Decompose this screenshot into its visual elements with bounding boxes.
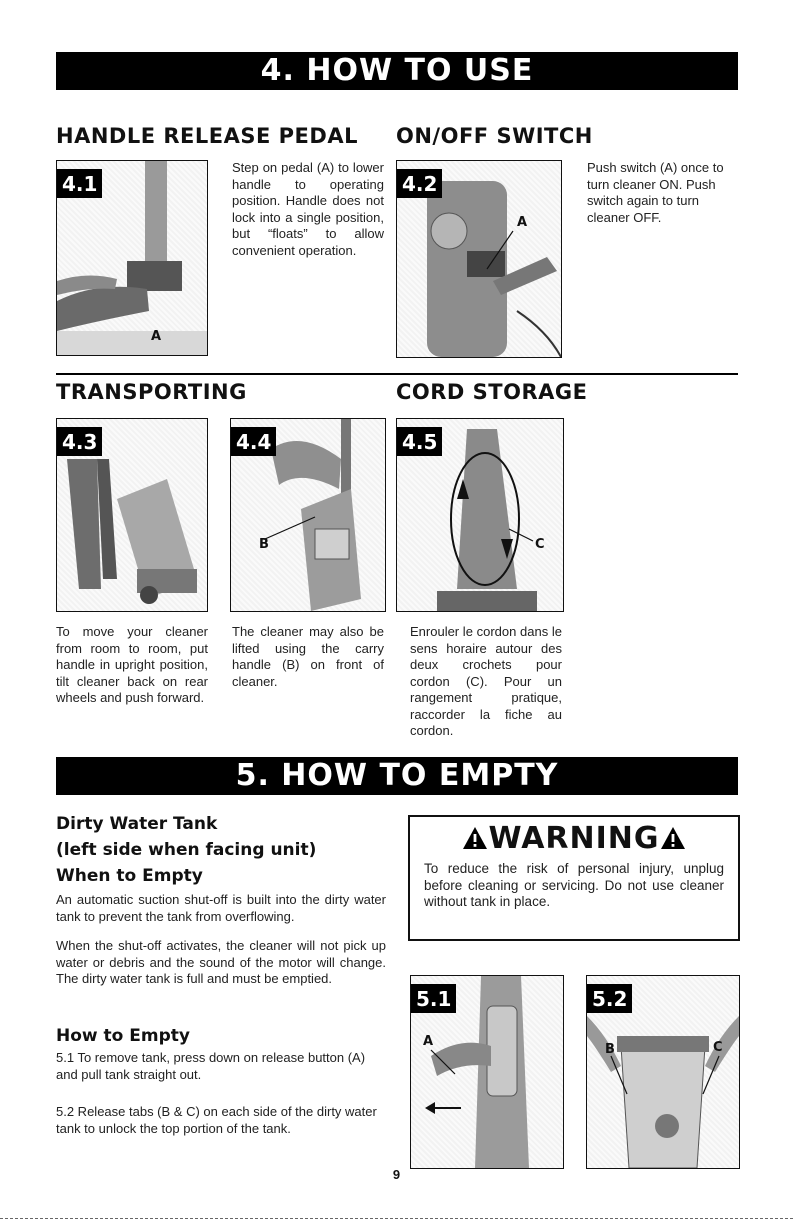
warning-box bbox=[408, 815, 740, 941]
section-banner-how-to-use: 4. HOW TO USE bbox=[56, 52, 738, 90]
when-to-empty-para1: An automatic suction shut-off is built into the dirty water tank to prevent the tank from overflowing. bbox=[56, 892, 386, 924]
figure-4-1-pedal bbox=[56, 160, 208, 356]
bottom-edge-line bbox=[0, 1218, 793, 1219]
section-divider bbox=[56, 373, 738, 375]
figure-label: 5.1 bbox=[411, 984, 456, 1013]
heading-transporting: TRANSPORTING bbox=[56, 380, 247, 404]
figure-label: 4.3 bbox=[57, 427, 102, 456]
handle-release-text: Step on pedal (A) to lower handle to operating position. Handle does not lock into a single position, but “floats” to allow convenient operation. bbox=[232, 160, 384, 258]
carry-handle-text: The cleaner may also be lifted using the carry handle (B) on front of cleaner. bbox=[232, 624, 384, 689]
warning-title bbox=[410, 821, 738, 856]
figure-label: 4.1 bbox=[57, 169, 102, 198]
page-number: 9 bbox=[392, 1167, 401, 1182]
callout-c: C bbox=[713, 1040, 723, 1055]
warning-triangle-icon bbox=[462, 826, 488, 850]
heading-how-to-empty: How to Empty bbox=[56, 1026, 190, 1046]
cord-storage-text: Enrouler le cordon dans le sens horaire autour des deux crochets pour cordon (C). Pour un rangement pratique, raccorder la fiche au cordon. bbox=[410, 624, 562, 738]
transporting-text: To move your cleaner from room to room, put handle in upright position, tilt cleaner back on rear wheels and push forward. bbox=[56, 624, 208, 705]
warning-triangle-icon bbox=[660, 826, 686, 850]
when-to-empty-para2: When the shut-off activates, the cleaner will not pick up water or debris and the sound of the motor will change. The dirty water tank is full and must be emptied. bbox=[56, 938, 386, 986]
figure-4-2-switch bbox=[396, 160, 562, 358]
heading-handle-release-pedal: HANDLE RELEASE PEDAL bbox=[56, 124, 358, 148]
heading-left-side: (left side when facing unit) bbox=[56, 840, 317, 860]
callout-a: A bbox=[423, 1034, 434, 1049]
figure-label: 5.2 bbox=[587, 984, 632, 1013]
callout-b: B bbox=[605, 1042, 615, 1057]
callout-c: C bbox=[535, 537, 545, 552]
heading-cord-storage: CORD STORAGE bbox=[396, 380, 588, 404]
step-5-2-text: 5.2 Release tabs (B & C) on each side of the dirty water tank to unlock the top portion of the tank. bbox=[56, 1104, 377, 1136]
step-5-1-text: 5.1 To remove tank, press down on release button (A) and pull tank straight out. bbox=[56, 1050, 366, 1082]
figure-label: 4.5 bbox=[397, 427, 442, 456]
warning-text: To reduce the risk of personal injury, unplug before cleaning or servicing. Do not use cleaner without tank in place. bbox=[424, 861, 724, 909]
callout-a: A bbox=[517, 215, 528, 230]
callout-b: B bbox=[259, 537, 269, 552]
warning-title-text: WARNING bbox=[488, 821, 660, 856]
heading-when-to-empty: When to Empty bbox=[56, 866, 203, 886]
callout-a: A bbox=[151, 329, 162, 344]
heading-on-off-switch: ON/OFF SWITCH bbox=[396, 124, 593, 148]
figure-4-4-carry-handle bbox=[230, 418, 386, 612]
figure-5-1-remove-tank bbox=[410, 975, 564, 1169]
on-off-text: Push switch (A) once to turn cleaner ON. Push switch again to turn cleaner OFF. bbox=[587, 160, 724, 225]
figure-label: 4.2 bbox=[397, 169, 442, 198]
figure-label: 4.4 bbox=[231, 427, 276, 456]
figure-4-3-transporting bbox=[56, 418, 208, 612]
heading-dirty-water-tank: Dirty Water Tank bbox=[56, 814, 218, 834]
figure-4-5-cord-storage bbox=[396, 418, 564, 612]
section-banner-how-to-empty: 5. HOW TO EMPTY bbox=[56, 757, 738, 795]
figure-5-2-release-tabs bbox=[586, 975, 740, 1169]
